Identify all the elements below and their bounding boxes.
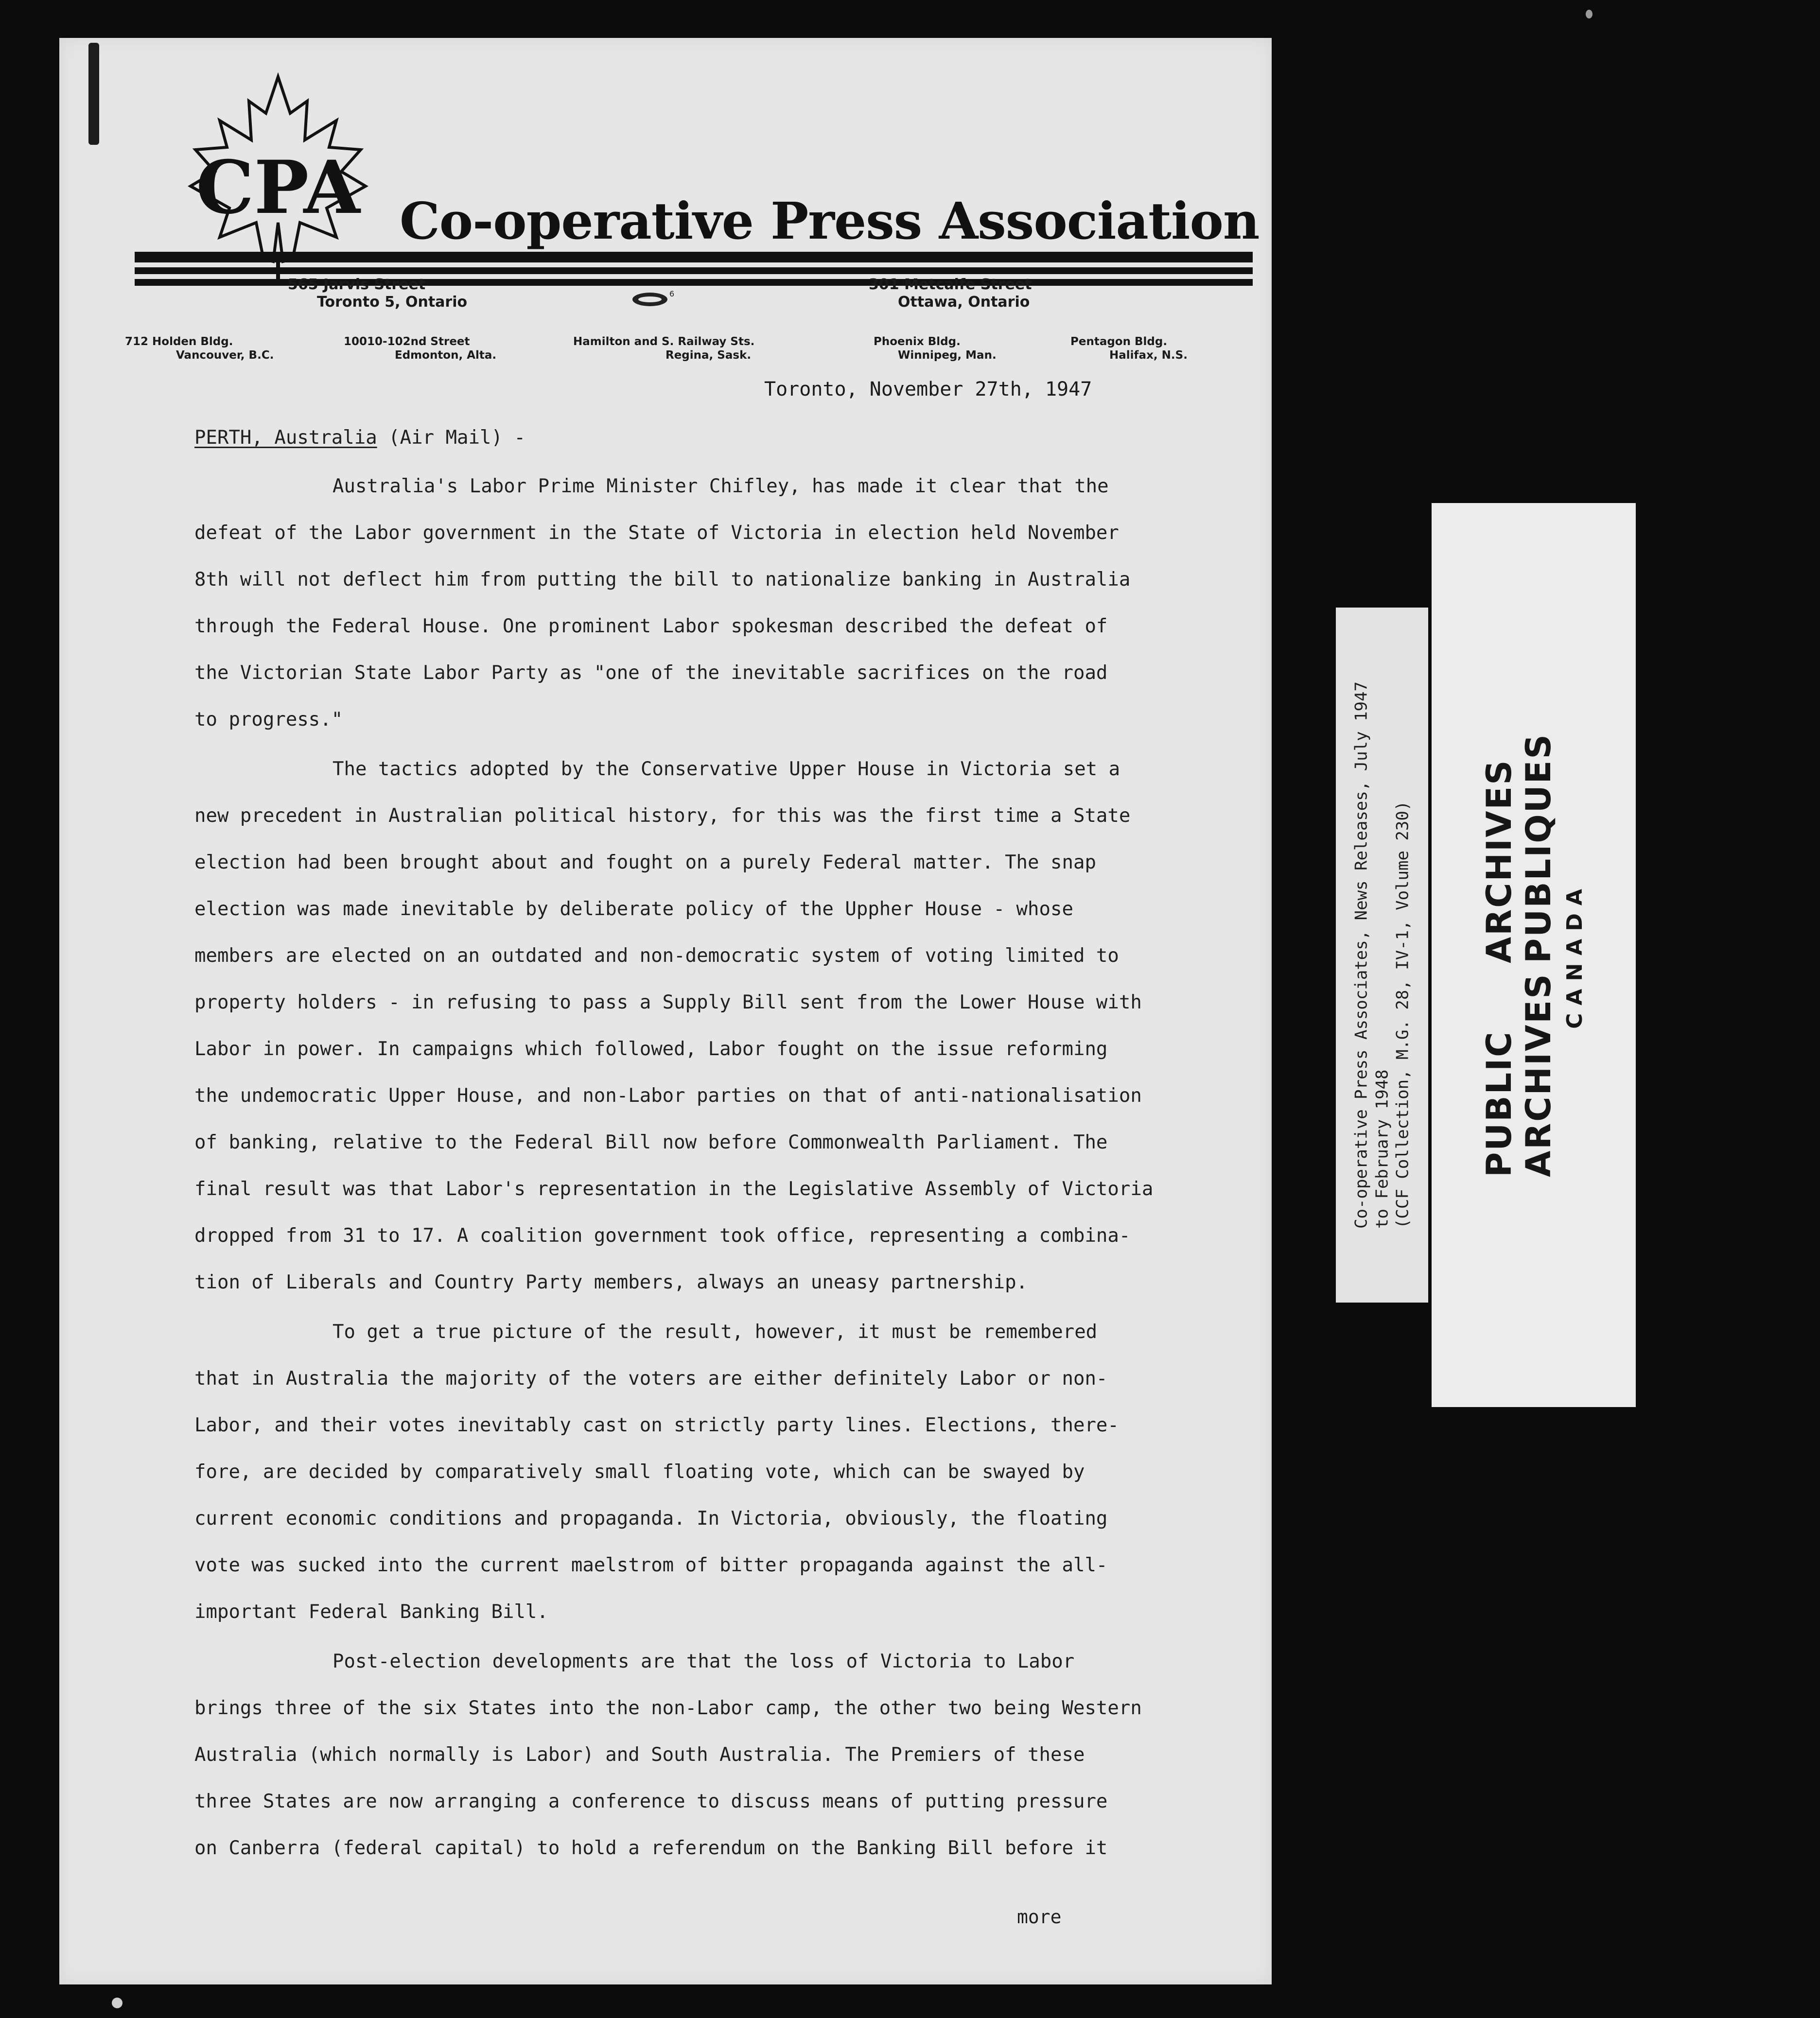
body-line: final result was that Labor's representation in the Legislative Assembly of Victoria bbox=[194, 1178, 1154, 1200]
body-line: election had been brought about and fought on a purely Federal matter. The snap bbox=[194, 852, 1096, 873]
collection-label-text: Co-operative Press Associates, News Releases, July 1947 to February 1948 (CCF Collection, M.G. 28, IV-1, Volume 230) bbox=[1351, 681, 1413, 1229]
archives-stamp bbox=[1432, 503, 1636, 1407]
body-line: on Canberra (federal capital) to hold a referendum on the Banking Bill before it bbox=[194, 1837, 1108, 1859]
logo-text: CPA bbox=[196, 145, 360, 230]
body-line: the undemocratic Upper House, and non-Labor parties on that of anti-nationalisation bbox=[194, 1085, 1142, 1107]
office-edmonton: 10010-102nd Street Edmonton, Alta. bbox=[344, 335, 497, 362]
organization-name: Co-operative Press Association bbox=[400, 191, 1260, 251]
continuation-marker: more bbox=[1017, 1906, 1062, 1928]
office-vancouver: 712 Holden Bldg. Vancouver, B.C. bbox=[125, 335, 274, 362]
body-line: new precedent in Australian political history, for this was the first time a State bbox=[194, 805, 1131, 827]
letterhead-rule bbox=[135, 252, 1253, 262]
body-line: Post-election developments are that the loss of Victoria to Labor bbox=[332, 1651, 1075, 1672]
body-line: to progress." bbox=[194, 709, 343, 731]
collection-label bbox=[1336, 608, 1428, 1303]
body-line: To get a true picture of the result, however, it must be remembered bbox=[332, 1321, 1098, 1343]
letter-date: Toronto, November 27th, 1947 bbox=[764, 378, 1092, 400]
body-line: that in Australia the majority of the voters are either definitely Labor or non- bbox=[194, 1368, 1108, 1390]
body-line: Australia (which normally is Labor) and South Australia. The Premiers of these bbox=[194, 1744, 1085, 1766]
office-regina: Hamilton and S. Railway Sts. Regina, Sask. bbox=[573, 335, 755, 362]
body-line: three States are now arranging a conference to discuss means of putting pressure bbox=[194, 1791, 1108, 1812]
body-line: brings three of the six States into the non-Labor camp, the other two being Western bbox=[194, 1697, 1142, 1719]
office-ottawa: 301 Metcalfe Street Ottawa, Ontario bbox=[869, 276, 1032, 311]
body-line: through the Federal House. One prominent Labor spokesman described the defeat of bbox=[194, 615, 1108, 637]
office-halifax: Pentagon Bldg. Halifax, N.S. bbox=[1070, 335, 1188, 362]
body-line: election was made inevitable by deliberate policy of the Uppher House - whose bbox=[194, 898, 1073, 920]
body-line: defeat of the Labor government in the State of Victoria in election held November bbox=[194, 522, 1119, 544]
page-edge-mark bbox=[88, 43, 99, 145]
body-line: the Victorian State Labor Party as "one of the inevitable sacrifices on the road bbox=[194, 662, 1108, 684]
body-line: of banking, relative to the Federal Bill now before Commonwealth Parliament. The bbox=[194, 1131, 1108, 1153]
office-winnipeg: Phoenix Bldg. Winnipeg, Man. bbox=[874, 335, 997, 362]
body-line: The tactics adopted by the Conservative Upper House in Victoria set a bbox=[332, 758, 1120, 780]
body-line: Labor in power. In campaigns which followed, Labor fought on the issue reforming bbox=[194, 1038, 1108, 1060]
body-line: Australia's Labor Prime Minister Chifley, has made it clear that the bbox=[332, 475, 1109, 497]
union-label-icon bbox=[628, 285, 677, 314]
archives-stamp-text: PUBLICARCHIVES ARCHIVESPUBLIQUES CANADA bbox=[1479, 733, 1588, 1177]
svg-text:6: 6 bbox=[669, 289, 675, 298]
letterhead-rule bbox=[135, 267, 1253, 274]
body-line: vote was sucked into the current maelstrom of bitter propaganda against the all- bbox=[194, 1554, 1108, 1576]
body-line: current economic conditions and propaganda. In Victoria, obviously, the floating bbox=[194, 1508, 1108, 1530]
body-line: property holders - in refusing to pass a Supply Bill sent from the Lower House with bbox=[194, 992, 1142, 1013]
body-line: members are elected on an outdated and non-democratic system of voting limited to bbox=[194, 945, 1119, 967]
film-speck bbox=[112, 1998, 122, 2008]
body-line: Labor, and their votes inevitably cast on strictly party lines. Elections, there- bbox=[194, 1414, 1119, 1436]
body-line: tion of Liberals and Country Party members, always an uneasy partnership. bbox=[194, 1271, 1028, 1293]
letter-page bbox=[59, 38, 1272, 1984]
film-speck bbox=[1586, 10, 1592, 18]
body-line: important Federal Banking Bill. bbox=[194, 1601, 548, 1623]
office-toronto: 565 Jarvis Street Toronto 5, Ontario bbox=[288, 276, 468, 311]
body-line: 8th will not deflect him from putting the bill to nationalize banking in Australia bbox=[194, 569, 1131, 591]
dateline-place: PERTH, Australia (Air Mail) - bbox=[194, 427, 525, 449]
body-line: dropped from 31 to 17. A coalition government took office, representing a combina- bbox=[194, 1225, 1131, 1247]
body-line: fore, are decided by comparatively small floating vote, which can be swayed by bbox=[194, 1461, 1085, 1483]
